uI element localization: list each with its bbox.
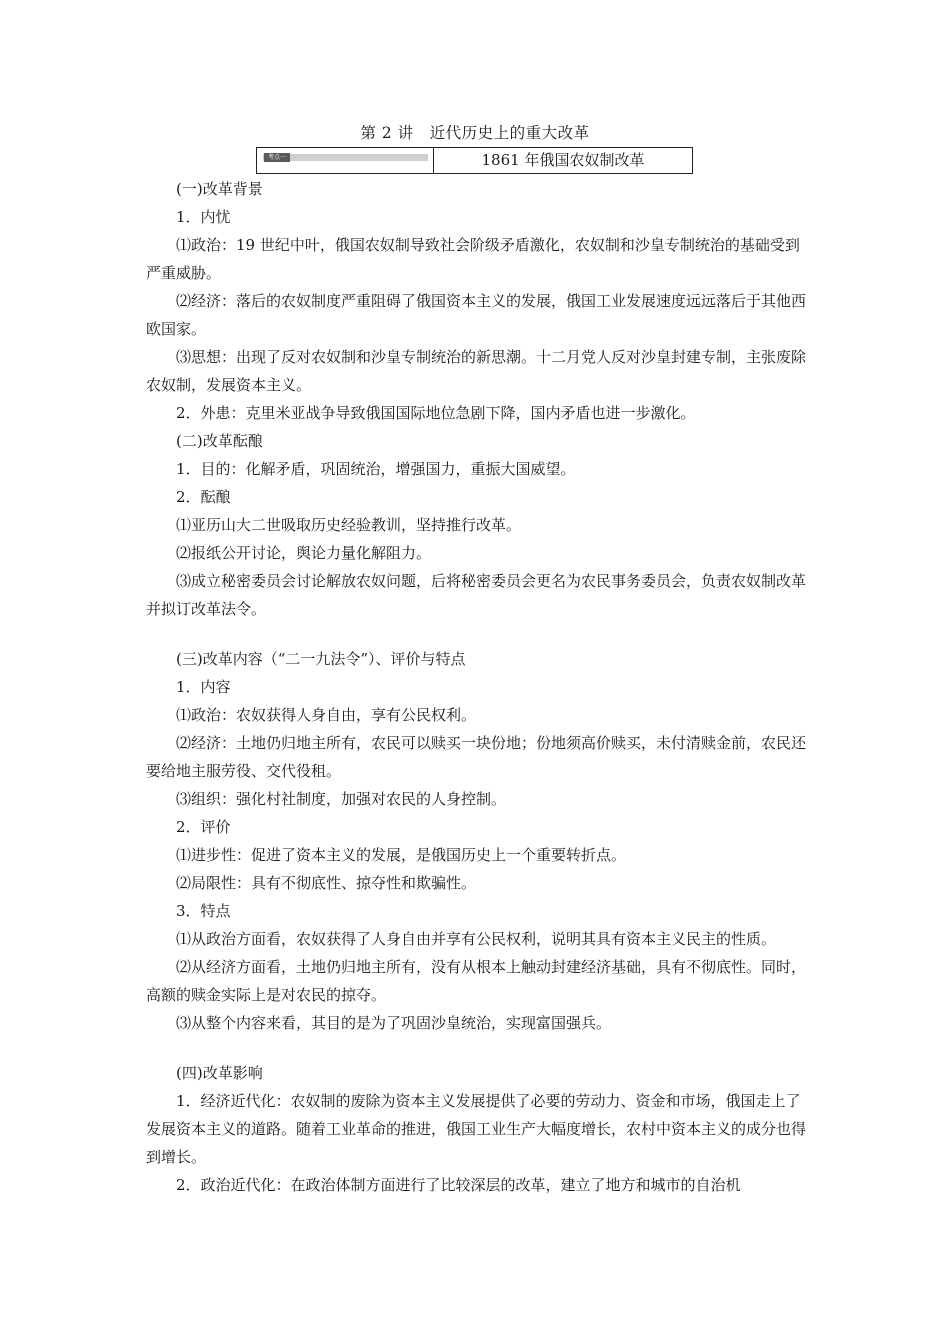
paragraph: ⑶从整个内容来看，其目的是为了巩固沙皇统治，实现富国强兵。 — [176, 1014, 612, 1032]
paragraph: ⑴从政治方面看，农奴获得了人身自由并享有公民权利，说明其具有资本主义民主的性质。 — [176, 930, 777, 948]
section-heading: (一)改革背景 — [176, 180, 263, 198]
paragraph: ⑶思想：出现了反对农奴制和沙皇专制统治的新思潮。十二月党人反对沙皇封建专制，主张废除农奴制，发展资本主义。 — [146, 348, 807, 394]
paragraph: ⑶成立秘密委员会讨论解放农奴问题，后将秘密委员会更名为农民事务委员会，负责农奴制改革并拟订改革法令。 — [146, 572, 807, 618]
subheading: 1．内容 — [176, 678, 231, 696]
paragraph: 2．政治近代化：在政治体制方面进行了比较深层的改革，建立了地方和城市的自治机 — [176, 1176, 741, 1194]
topic-tag-cell — [257, 148, 434, 173]
spacer — [146, 623, 806, 645]
paragraph: ⑵局限性：具有不彻底性、掠夺性和欺骗性。 — [176, 874, 477, 892]
section-heading: (四)改革影响 — [176, 1064, 263, 1082]
paragraph: ⑴亚历山大二世吸取历史经验教训，坚持推行改革。 — [176, 516, 522, 534]
lecture-title: 第 2 讲 近代历史上的重大改革 — [360, 124, 590, 142]
paragraph: ⑵经济：落后的农奴制度严重阻碍了俄国资本主义的发展，俄国工业发展速度远远落后于其他西欧国家。 — [146, 292, 807, 338]
paragraph: ⑵从经济方面看，土地仍归地主所有，没有从根本上触动封建经济基础，具有不彻底性。同时，高额的赎金实际上是对农民的掠夺。 — [146, 958, 807, 1004]
paragraph: 1．目的：化解矛盾，巩固统治，增强国力，重振大国威望。 — [176, 460, 576, 478]
paragraph: ⑴政治：19 世纪中叶，俄国农奴制导致社会阶级矛盾激化，农奴制和沙皇专制统治的基础受到严重威胁。 — [146, 236, 800, 282]
spacer — [146, 1037, 806, 1059]
subheading: 3．特点 — [176, 902, 231, 920]
document-body — [146, 175, 806, 1199]
paragraph: ⑴政治：农奴获得人身自由，享有公民权利。 — [176, 706, 477, 724]
paragraph: ⑵经济：土地仍归地主所有，农民可以赎买一块份地；份地须高价赎买，未付清赎金前，农民还要给地主服劳役、交代役租。 — [146, 734, 807, 780]
paragraph: 1．经济近代化：农奴制的废除为资本主义发展提供了必要的劳动力、资金和市场，俄国走上了发展资本主义的道路。随着工业革命的推进，俄国工业生产大幅度增长，农村中资本主义的成分也得到增长。 — [146, 1092, 807, 1166]
subheading: 2．评价 — [176, 818, 231, 836]
paragraph: ⑶组织：强化村社制度，加强对农民的人身控制。 — [176, 790, 507, 808]
subheading: 1．内忧 — [176, 208, 231, 226]
paragraph: 2．外患：克里米亚战争导致俄国国际地位急剧下降，国内矛盾也进一步激化。 — [176, 404, 696, 422]
paragraph: ⑵报纸公开讨论，舆论力量化解阻力。 — [176, 544, 432, 562]
section-heading: (二)改革酝酿 — [176, 432, 263, 450]
topic-tag-label: 考点一 — [264, 153, 290, 162]
subheading: 2．酝酿 — [176, 488, 231, 506]
section-heading: (三)改革内容（“二一九法令”）、评价与特点 — [176, 650, 466, 668]
topic-header-box — [256, 147, 693, 174]
topic-title: 1861 年俄国农奴制改革 — [481, 151, 645, 169]
paragraph: ⑴进步性：促进了资本主义的发展，是俄国历史上一个重要转折点。 — [176, 846, 627, 864]
